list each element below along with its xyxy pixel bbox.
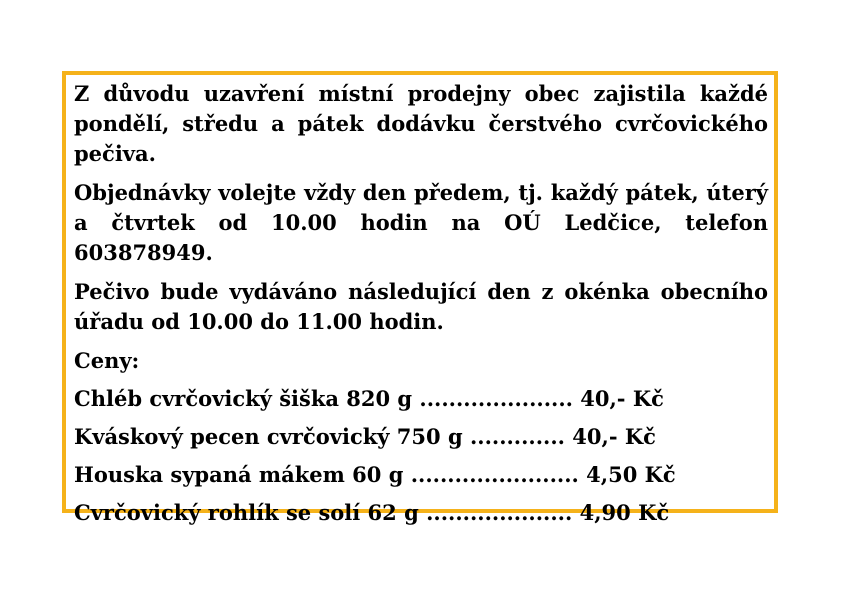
price-line-sourdough: Kváskový pecen cvrčovický 750 g ............. 40,- Kč (74, 424, 656, 449)
notice-paragraph-delivery: Z důvodu uzavření místní prodejny obec zajistila každé pondělí, středu a pátek dodávku čerstvého cvrčovického pečiva. (74, 81, 768, 166)
notice-paragraph-orders: Objednávky volejte vždy den předem, tj. každý pátek, úterý a čtvrtek od 10.00 hodin na OÚ Ledčice, telefon 603878949. (74, 180, 768, 265)
notice-box (62, 71, 778, 525)
notice-paragraph-pickup: Pečivo bude vydáváno následující den z okénka obecního úřadu od 10.00 do 11.00 hodin. (74, 279, 768, 334)
price-line-bread: Chléb cvrčovický šiška 820 g ..................... 40,- Kč (74, 386, 664, 411)
price-line-roll-poppy: Houska sypaná mákem 60 g ....................... 4,50 Kč (74, 462, 676, 487)
price-line-roll-salt: Cvrčovický rohlík se solí 62 g .................... 4,90 Kč (74, 500, 670, 525)
prices-heading: Ceny: (74, 348, 140, 373)
